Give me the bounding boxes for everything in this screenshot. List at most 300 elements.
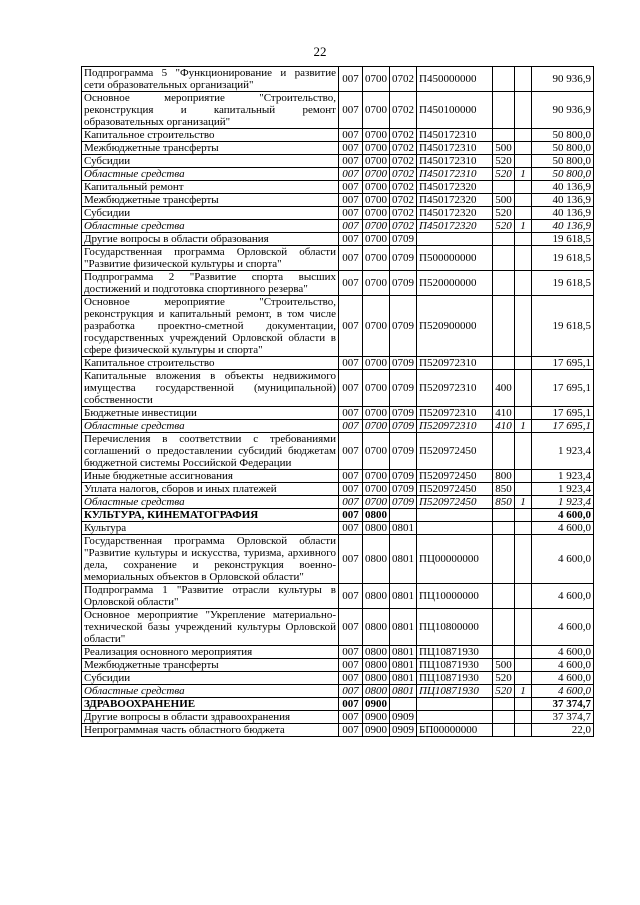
row-ved: 007 — [339, 535, 363, 584]
row-ved: 007 — [339, 233, 363, 246]
row-target: П520972310 — [417, 357, 493, 370]
row-target: П520972310 — [417, 420, 493, 433]
row-kosgu: 1 — [515, 496, 532, 509]
table-row — [82, 92, 594, 129]
row-pr — [390, 698, 417, 711]
row-name: Основное мероприятие "Строительство, реконструкция и капитальный ремонт образовательных организаций" — [82, 92, 339, 129]
row-name: Капитальный ремонт — [82, 181, 339, 194]
row-pr: 0709 — [390, 271, 417, 296]
row-rz: 0900 — [363, 711, 390, 724]
row-target: П450172310 — [417, 142, 493, 155]
row-kosgu — [515, 407, 532, 420]
table-row — [82, 220, 594, 233]
row-kosgu — [515, 246, 532, 271]
table-row — [82, 142, 594, 155]
row-vr — [493, 92, 515, 129]
row-vr — [493, 233, 515, 246]
budget-table — [81, 66, 594, 737]
row-name: Капитальное строительство — [82, 129, 339, 142]
row-sum: 40 136,9 — [532, 220, 594, 233]
row-name: Бюджетные инвестиции — [82, 407, 339, 420]
row-ved: 007 — [339, 181, 363, 194]
row-vr — [493, 271, 515, 296]
row-pr: 0702 — [390, 92, 417, 129]
row-target: П450172320 — [417, 194, 493, 207]
row-target: ПЦ10871930 — [417, 646, 493, 659]
row-target: П500000000 — [417, 246, 493, 271]
row-kosgu — [515, 296, 532, 357]
row-sum: 19 618,5 — [532, 233, 594, 246]
row-pr: 0709 — [390, 407, 417, 420]
row-kosgu — [515, 271, 532, 296]
row-vr: 520 — [493, 155, 515, 168]
row-name: Субсидии — [82, 672, 339, 685]
row-vr — [493, 724, 515, 737]
row-ved: 007 — [339, 698, 363, 711]
row-target — [417, 711, 493, 724]
row-vr: 520 — [493, 220, 515, 233]
row-ved: 007 — [339, 584, 363, 609]
row-ved: 007 — [339, 155, 363, 168]
row-name: Другие вопросы в области образования — [82, 233, 339, 246]
row-rz: 0900 — [363, 698, 390, 711]
row-name: Межбюджетные трансферты — [82, 142, 339, 155]
row-vr — [493, 67, 515, 92]
row-pr: 0801 — [390, 609, 417, 646]
row-ved: 007 — [339, 296, 363, 357]
table-row — [82, 724, 594, 737]
row-vr: 410 — [493, 407, 515, 420]
row-kosgu — [515, 207, 532, 220]
row-name: Областные средства — [82, 420, 339, 433]
row-target: ПЦ10871930 — [417, 672, 493, 685]
row-sum: 22,0 — [532, 724, 594, 737]
row-rz: 0700 — [363, 142, 390, 155]
row-sum: 50 800,0 — [532, 168, 594, 181]
row-sum: 4 600,0 — [532, 535, 594, 584]
row-ved: 007 — [339, 129, 363, 142]
table-row — [82, 584, 594, 609]
table-row — [82, 711, 594, 724]
row-pr: 0709 — [390, 483, 417, 496]
row-ved: 007 — [339, 659, 363, 672]
row-kosgu — [515, 92, 532, 129]
row-sum: 19 618,5 — [532, 246, 594, 271]
row-pr: 0709 — [390, 496, 417, 509]
row-ved: 007 — [339, 496, 363, 509]
row-rz: 0700 — [363, 67, 390, 92]
row-kosgu — [515, 470, 532, 483]
row-kosgu — [515, 509, 532, 522]
row-sum: 4 600,0 — [532, 685, 594, 698]
row-pr: 0801 — [390, 522, 417, 535]
row-ved: 007 — [339, 168, 363, 181]
row-rz: 0700 — [363, 370, 390, 407]
row-sum: 40 136,9 — [532, 207, 594, 220]
row-ved: 007 — [339, 483, 363, 496]
table-row — [82, 522, 594, 535]
row-kosgu — [515, 194, 532, 207]
row-ved: 007 — [339, 67, 363, 92]
row-rz: 0700 — [363, 92, 390, 129]
table-row — [82, 233, 594, 246]
row-vr — [493, 535, 515, 584]
row-kosgu — [515, 724, 532, 737]
row-target: П520900000 — [417, 296, 493, 357]
row-kosgu — [515, 584, 532, 609]
row-pr: 0702 — [390, 129, 417, 142]
row-name: Субсидии — [82, 207, 339, 220]
row-pr: 0702 — [390, 155, 417, 168]
row-sum: 1 923,4 — [532, 470, 594, 483]
row-name: Подпрограмма 5 "Функционирование и развитие сети образовательных организаций" — [82, 67, 339, 92]
row-pr: 0702 — [390, 168, 417, 181]
row-pr: 0709 — [390, 470, 417, 483]
row-kosgu: 1 — [515, 685, 532, 698]
row-name: Государственная программа Орловской области "Развитие физической культуры и спорта" — [82, 246, 339, 271]
row-sum: 1 923,4 — [532, 433, 594, 470]
row-ved: 007 — [339, 433, 363, 470]
row-vr — [493, 646, 515, 659]
row-kosgu — [515, 433, 532, 470]
row-target: П450100000 — [417, 92, 493, 129]
row-vr — [493, 609, 515, 646]
row-rz: 0700 — [363, 357, 390, 370]
row-name: Государственная программа Орловской области "Развитие культуры и искусства, туризма, архивного дела, сохранение и реконструкция военно-мемориальных объектов в Орловской области" — [82, 535, 339, 584]
row-vr — [493, 246, 515, 271]
table-row — [82, 181, 594, 194]
row-rz: 0800 — [363, 646, 390, 659]
row-target: ПЦ10871930 — [417, 659, 493, 672]
row-target — [417, 233, 493, 246]
table-row — [82, 609, 594, 646]
row-rz: 0800 — [363, 509, 390, 522]
row-name: ЗДРАВООХРАНЕНИЕ — [82, 698, 339, 711]
row-sum: 19 618,5 — [532, 296, 594, 357]
row-sum: 4 600,0 — [532, 509, 594, 522]
row-name: Реализация основного мероприятия — [82, 646, 339, 659]
row-target: П520000000 — [417, 271, 493, 296]
row-ved: 007 — [339, 370, 363, 407]
row-pr: 0801 — [390, 584, 417, 609]
row-sum: 17 695,1 — [532, 357, 594, 370]
row-kosgu — [515, 672, 532, 685]
row-vr: 500 — [493, 194, 515, 207]
page-number: 22 — [313, 44, 327, 59]
row-sum: 4 600,0 — [532, 672, 594, 685]
row-ved: 007 — [339, 407, 363, 420]
row-pr: 0801 — [390, 672, 417, 685]
table-row — [82, 357, 594, 370]
row-rz: 0700 — [363, 433, 390, 470]
row-sum: 4 600,0 — [532, 659, 594, 672]
row-vr: 850 — [493, 496, 515, 509]
row-ved: 007 — [339, 646, 363, 659]
row-ved: 007 — [339, 672, 363, 685]
row-name: Подпрограмма 2 "Развитие спорта высших достижений и подготовка спортивного резерва" — [82, 271, 339, 296]
row-kosgu — [515, 522, 532, 535]
row-vr — [493, 181, 515, 194]
row-target — [417, 522, 493, 535]
row-ved: 007 — [339, 142, 363, 155]
row-vr: 520 — [493, 207, 515, 220]
table-row — [82, 496, 594, 509]
row-ved: 007 — [339, 220, 363, 233]
row-kosgu: 1 — [515, 420, 532, 433]
row-vr: 520 — [493, 685, 515, 698]
row-ved: 007 — [339, 522, 363, 535]
row-vr — [493, 129, 515, 142]
row-pr: 0709 — [390, 296, 417, 357]
table-row — [82, 271, 594, 296]
row-vr — [493, 584, 515, 609]
row-name: Другие вопросы в области здравоохранения — [82, 711, 339, 724]
row-sum: 17 695,1 — [532, 420, 594, 433]
row-pr: 0702 — [390, 142, 417, 155]
table-row — [82, 470, 594, 483]
row-ved: 007 — [339, 685, 363, 698]
row-rz: 0700 — [363, 155, 390, 168]
row-target: П450000000 — [417, 67, 493, 92]
row-rz: 0700 — [363, 483, 390, 496]
row-ved: 007 — [339, 246, 363, 271]
table-row — [82, 296, 594, 357]
row-sum: 37 374,7 — [532, 711, 594, 724]
row-sum: 90 936,9 — [532, 67, 594, 92]
row-target: П450172310 — [417, 129, 493, 142]
row-target: ПЦ10000000 — [417, 584, 493, 609]
table-row — [82, 685, 594, 698]
row-pr: 0709 — [390, 420, 417, 433]
row-vr — [493, 698, 515, 711]
row-ved: 007 — [339, 207, 363, 220]
row-name: КУЛЬТУРА, КИНЕМАТОГРАФИЯ — [82, 509, 339, 522]
row-kosgu — [515, 535, 532, 584]
row-ved: 007 — [339, 420, 363, 433]
row-rz: 0800 — [363, 535, 390, 584]
row-target: БП00000000 — [417, 724, 493, 737]
table-row — [82, 207, 594, 220]
row-vr — [493, 357, 515, 370]
row-pr: 0702 — [390, 207, 417, 220]
row-ved: 007 — [339, 271, 363, 296]
row-name: Областные средства — [82, 220, 339, 233]
row-kosgu — [515, 698, 532, 711]
row-vr: 500 — [493, 659, 515, 672]
table-row — [82, 155, 594, 168]
row-name: Подпрограмма 1 "Развитие отрасли культуры в Орловской области" — [82, 584, 339, 609]
row-name: Областные средства — [82, 496, 339, 509]
row-target: П450172310 — [417, 155, 493, 168]
row-target: П520972450 — [417, 496, 493, 509]
row-sum: 50 800,0 — [532, 129, 594, 142]
row-vr: 520 — [493, 672, 515, 685]
row-vr: 520 — [493, 168, 515, 181]
row-kosgu — [515, 142, 532, 155]
row-rz: 0700 — [363, 496, 390, 509]
row-ved: 007 — [339, 509, 363, 522]
row-pr: 0709 — [390, 246, 417, 271]
row-pr — [390, 509, 417, 522]
row-rz: 0700 — [363, 168, 390, 181]
row-kosgu — [515, 67, 532, 92]
row-vr — [493, 509, 515, 522]
row-kosgu — [515, 129, 532, 142]
row-sum: 50 800,0 — [532, 155, 594, 168]
row-sum: 90 936,9 — [532, 92, 594, 129]
table-row — [82, 407, 594, 420]
row-pr: 0909 — [390, 711, 417, 724]
row-rz: 0700 — [363, 420, 390, 433]
row-rz: 0900 — [363, 724, 390, 737]
row-name: Капитальное строительство — [82, 357, 339, 370]
row-sum: 4 600,0 — [532, 646, 594, 659]
row-target: П450172320 — [417, 220, 493, 233]
row-target — [417, 698, 493, 711]
row-pr: 0702 — [390, 194, 417, 207]
row-vr — [493, 433, 515, 470]
row-target: ПЦ00000000 — [417, 535, 493, 584]
row-name: Субсидии — [82, 155, 339, 168]
row-rz: 0700 — [363, 181, 390, 194]
row-vr — [493, 711, 515, 724]
row-sum: 50 800,0 — [532, 142, 594, 155]
table-row — [82, 420, 594, 433]
row-pr: 0909 — [390, 724, 417, 737]
row-vr — [493, 522, 515, 535]
row-target: П450172310 — [417, 168, 493, 181]
row-target: П520972450 — [417, 470, 493, 483]
row-kosgu — [515, 609, 532, 646]
row-rz: 0800 — [363, 584, 390, 609]
row-kosgu — [515, 483, 532, 496]
row-vr: 500 — [493, 142, 515, 155]
row-sum: 17 695,1 — [532, 407, 594, 420]
row-kosgu — [515, 370, 532, 407]
row-vr: 400 — [493, 370, 515, 407]
row-target: П520972450 — [417, 433, 493, 470]
table-body — [82, 67, 594, 737]
row-pr: 0801 — [390, 535, 417, 584]
row-rz: 0700 — [363, 407, 390, 420]
row-target: П450172320 — [417, 181, 493, 194]
row-name: Иные бюджетные ассигнования — [82, 470, 339, 483]
row-pr: 0702 — [390, 181, 417, 194]
row-ved: 007 — [339, 711, 363, 724]
row-name: Непрограммная часть областного бюджета — [82, 724, 339, 737]
row-name: Областные средства — [82, 168, 339, 181]
row-target: П450172320 — [417, 207, 493, 220]
row-name: Межбюджетные трансферты — [82, 194, 339, 207]
row-pr: 0709 — [390, 433, 417, 470]
row-rz: 0800 — [363, 672, 390, 685]
row-target: ПЦ10871930 — [417, 685, 493, 698]
table-row — [82, 168, 594, 181]
table-row — [82, 698, 594, 711]
row-rz: 0700 — [363, 129, 390, 142]
row-sum: 40 136,9 — [532, 181, 594, 194]
row-target — [417, 509, 493, 522]
row-kosgu — [515, 711, 532, 724]
row-target: П520972310 — [417, 370, 493, 407]
row-ved: 007 — [339, 92, 363, 129]
row-ved: 007 — [339, 724, 363, 737]
table-row — [82, 535, 594, 584]
row-vr — [493, 296, 515, 357]
row-ved: 007 — [339, 194, 363, 207]
row-rz: 0700 — [363, 470, 390, 483]
row-pr: 0709 — [390, 233, 417, 246]
table-row — [82, 246, 594, 271]
row-kosgu: 1 — [515, 168, 532, 181]
row-sum: 4 600,0 — [532, 584, 594, 609]
row-target: П520972310 — [417, 407, 493, 420]
row-name: Основное мероприятие "Строительство, реконструкция и капитальный ремонт, в том числе разработка проектно-сметной документации, государственных учреждений Орловской области в сфере физической культуры и спорта" — [82, 296, 339, 357]
row-name: Областные средства — [82, 685, 339, 698]
row-name: Межбюджетные трансферты — [82, 659, 339, 672]
row-name: Культура — [82, 522, 339, 535]
row-rz: 0700 — [363, 296, 390, 357]
table-row — [82, 194, 594, 207]
row-pr: 0709 — [390, 370, 417, 407]
row-target: П520972450 — [417, 483, 493, 496]
row-rz: 0700 — [363, 233, 390, 246]
row-kosgu — [515, 357, 532, 370]
row-sum: 1 923,4 — [532, 483, 594, 496]
row-name: Уплата налогов, сборов и иных платежей — [82, 483, 339, 496]
row-vr: 850 — [493, 483, 515, 496]
row-ved: 007 — [339, 470, 363, 483]
row-rz: 0700 — [363, 246, 390, 271]
row-rz: 0700 — [363, 271, 390, 296]
table-row — [82, 659, 594, 672]
row-name: Перечисления в соответствии с требованиями соглашений о предоставлении субсидий бюджетам бюджетной системы Российской Федерации — [82, 433, 339, 470]
row-kosgu — [515, 233, 532, 246]
table-row — [82, 672, 594, 685]
table-row — [82, 646, 594, 659]
row-sum: 40 136,9 — [532, 194, 594, 207]
table-row — [82, 67, 594, 92]
row-kosgu — [515, 659, 532, 672]
row-ved: 007 — [339, 357, 363, 370]
row-rz: 0800 — [363, 609, 390, 646]
row-vr: 410 — [493, 420, 515, 433]
row-sum: 17 695,1 — [532, 370, 594, 407]
row-ved: 007 — [339, 609, 363, 646]
table-row — [82, 433, 594, 470]
row-pr: 0801 — [390, 685, 417, 698]
table-row — [82, 129, 594, 142]
row-rz: 0800 — [363, 522, 390, 535]
row-target: ПЦ10800000 — [417, 609, 493, 646]
row-pr: 0702 — [390, 220, 417, 233]
table-row — [82, 509, 594, 522]
row-sum: 1 923,4 — [532, 496, 594, 509]
row-kosgu: 1 — [515, 220, 532, 233]
row-kosgu — [515, 181, 532, 194]
row-kosgu — [515, 155, 532, 168]
row-vr: 800 — [493, 470, 515, 483]
row-sum: 4 600,0 — [532, 609, 594, 646]
row-rz: 0700 — [363, 220, 390, 233]
row-sum: 37 374,7 — [532, 698, 594, 711]
row-pr: 0702 — [390, 67, 417, 92]
table-row — [82, 370, 594, 407]
row-pr: 0801 — [390, 659, 417, 672]
row-name: Капитальные вложения в объекты недвижимого имущества государственной (муниципальной) собственности — [82, 370, 339, 407]
row-sum: 4 600,0 — [532, 522, 594, 535]
row-pr: 0801 — [390, 646, 417, 659]
